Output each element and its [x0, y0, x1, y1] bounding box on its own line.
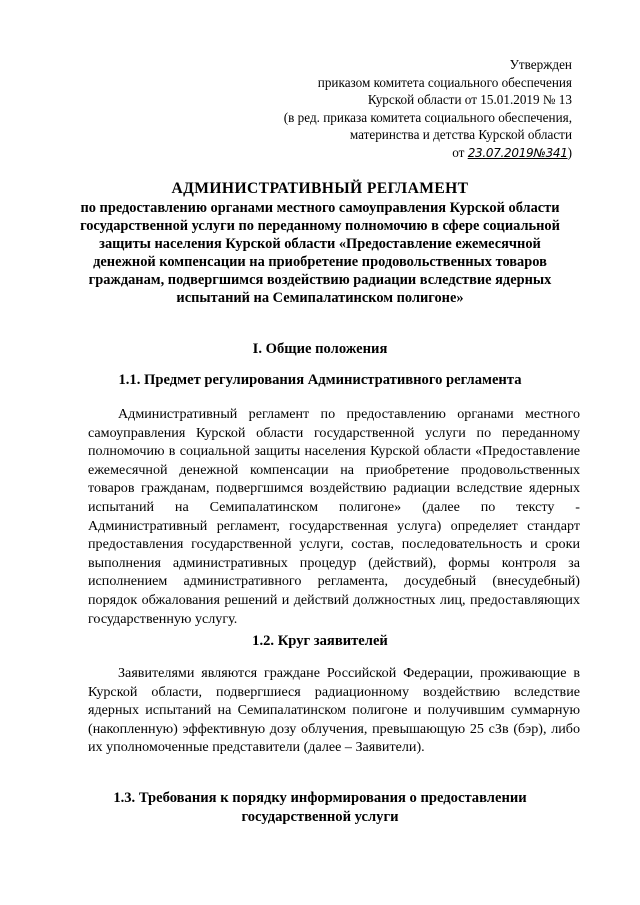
subsection-heading: 1.1. Предмет регулирования Административного регламента [118, 372, 522, 388]
approval-line: материнства и детства Курской области [349, 127, 572, 143]
section-heading: I. Общие положения [252, 341, 388, 357]
document-title: АДМИНИСТРАТИВНЫЙ РЕГЛАМЕНТ [171, 180, 469, 197]
approval-line: (в ред. приказа комитета социального обеспечения, [283, 109, 572, 125]
document-title-block [70, 180, 570, 307]
document-subtitle: по предоставлению органами местного самоуправления Курской области государственной услуги по переданному полномочию в сфере социальной защиты населения Курской области «Предоставление ежемесячной денежной компенсации на приобретение продовольственных товаров гражданам, подвергшимся воздействию радиации вследствие ядерных испытаний на Семипалатинском полигоне» [80, 200, 560, 306]
handwritten-date: 23.07.2019№341 [467, 145, 568, 160]
approval-date-line [284, 144, 572, 163]
paragraph-subject: Административный регламент по предоставлению органами местного самоуправления Курской области государственной услуги по переданному полномочию в социальной защиты населения Курской области «Предоставление ежемесячной денежной компенсации на приобретение продовольственных товаров гражданам, подвергшимся воздействию радиации вследствие ядерных испытаний на Семипалатинском полигоне» (далее по тексту - Административный регламент, государственная услуга) определяет стандарт предоставления государственной услуги, состав, последовательность и сроки выполнения административных процедур (действий), формы контроля за исполнением административного регламента, досудебный (внесудебный) порядок обжалования решений и действий должностных лиц, предоставляющих государственную услугу. [88, 406, 580, 627]
approval-date-suffix: ) [567, 144, 572, 160]
paragraph-applicants: Заявителями являются граждане Российской Федерации, проживающие в Курской области, подвергшиеся радиационному воздействию вследствие ядерных испытаний на Семипалатинском полигоне и получившим суммарную (накопленную) эффективную дозу облучения, превышающую 25 сЗв (бэр), либо их уполномоченные представители (далее – Заявители). [88, 665, 580, 756]
subsection-heading: 1.2. Круг заявителей [252, 633, 388, 649]
approval-date-prefix: от [452, 144, 465, 160]
approval-line: приказом комитета социального обеспечения [317, 74, 572, 90]
approval-line: Утвержден [509, 57, 572, 72]
approval-stamp-block [284, 56, 572, 163]
approval-line: Курской области от 15.01.2019 № 13 [367, 92, 572, 108]
subsection-heading: 1.3. Требования к порядку информирования о предоставлении государственной услуги [113, 790, 527, 825]
